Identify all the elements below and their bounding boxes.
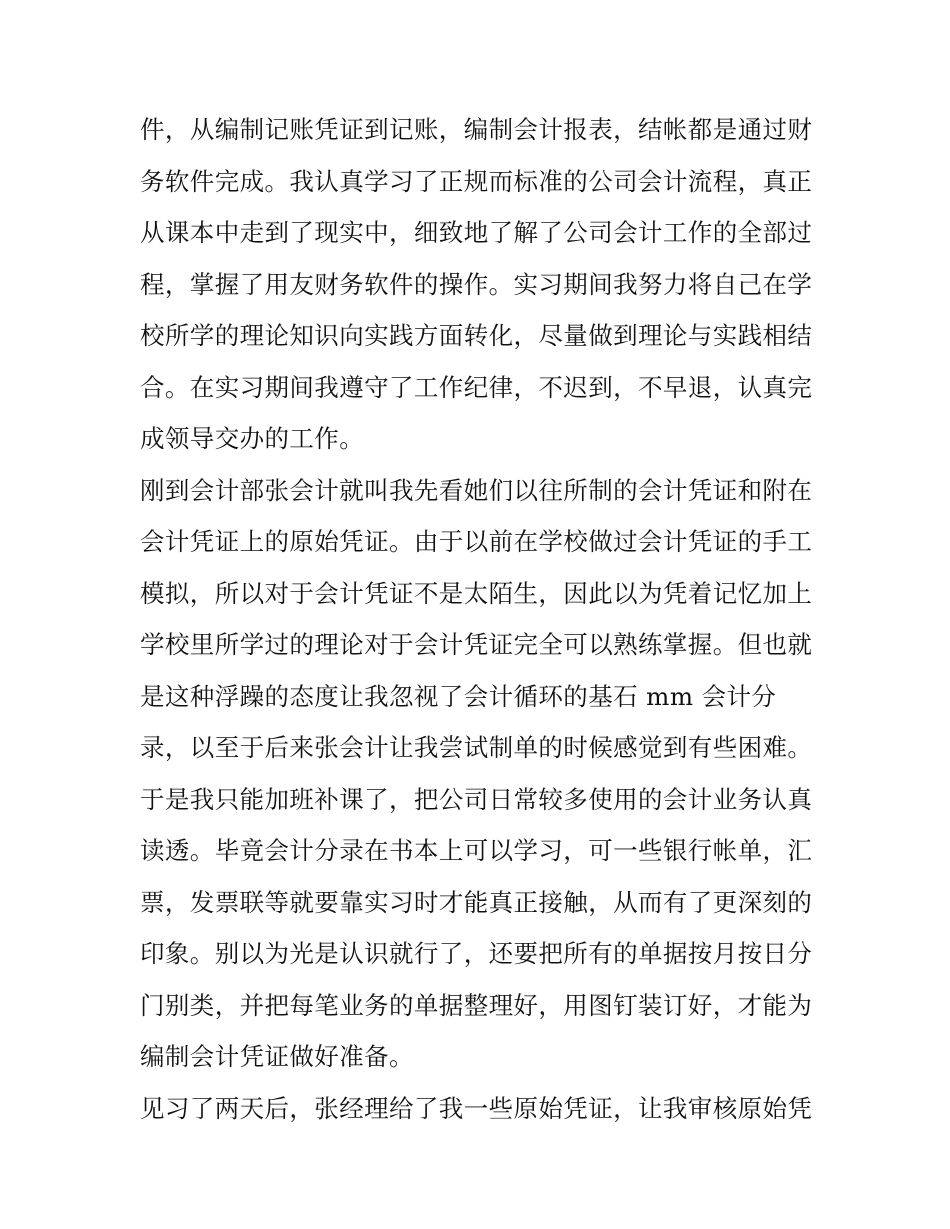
text-line: 门别类，并把每笔业务的单据整理好，用图钉装订好，才能为 — [140, 990, 813, 1020]
text-line: 录，以至于后来张会计让我尝试制单的时候感觉到有些困难。 — [140, 733, 813, 762]
text-line: 学校里所学过的理论对于会计凭证完全可以熟练掌握。但也就 — [140, 630, 813, 659]
text-line: 合。在实习期间我遵守了工作纪律，不迟到，不早退，认真完 — [140, 372, 813, 402]
text-line: 票，发票联等就要靠实习时才能真正接触，从而有了更深刻的 — [140, 887, 813, 917]
text-line: 校所学的理论知识向实践方面转化，尽量做到理论与实践相结 — [140, 321, 813, 350]
text-line: 编制会计凭证做好准备。 — [140, 1042, 414, 1071]
text-line: 读透。毕竟会计分录在书本上可以学习，可一些银行帐单，汇 — [140, 836, 813, 865]
body-text — [140, 104, 820, 1134]
text-line: 于是我只能加班补课了，把公司日常较多使用的会计业务认真 — [140, 784, 813, 814]
text-line: 程，掌握了用友财务软件的操作。实习期间我努力将自己在学 — [140, 269, 813, 299]
text-line: 从课本中走到了现实中，细致地了解了公司会计工作的全部过 — [140, 218, 813, 247]
text-line: 印象。别以为光是认识就行了，还要把所有的单据按月按日分 — [140, 939, 813, 968]
text-line: 是这种浮躁的态度让我忽视了会计循环的基石 mm 会计分 — [140, 681, 777, 711]
text-line: 务软件完成。我认真学习了正规而标准的公司会计流程，真正 — [140, 166, 813, 196]
text-line: 成领导交办的工作。 — [140, 424, 365, 453]
text-line: 见习了两天后，张经理给了我一些原始凭证，让我审核原始凭 — [140, 1093, 813, 1123]
text-line: 件，从编制记账凭证到记账，编制会计报表，结帐都是通过财 — [140, 115, 813, 144]
text-line: 刚到会计部张会计就叫我先看她们以往所制的会计凭证和附在 — [140, 475, 813, 505]
text-line: 会计凭证上的原始凭证。由于以前在学校做过会计凭证的手工 — [140, 527, 813, 556]
text-line: 模拟，所以对于会计凭证不是太陌生，因此以为凭着记忆加上 — [140, 578, 813, 608]
